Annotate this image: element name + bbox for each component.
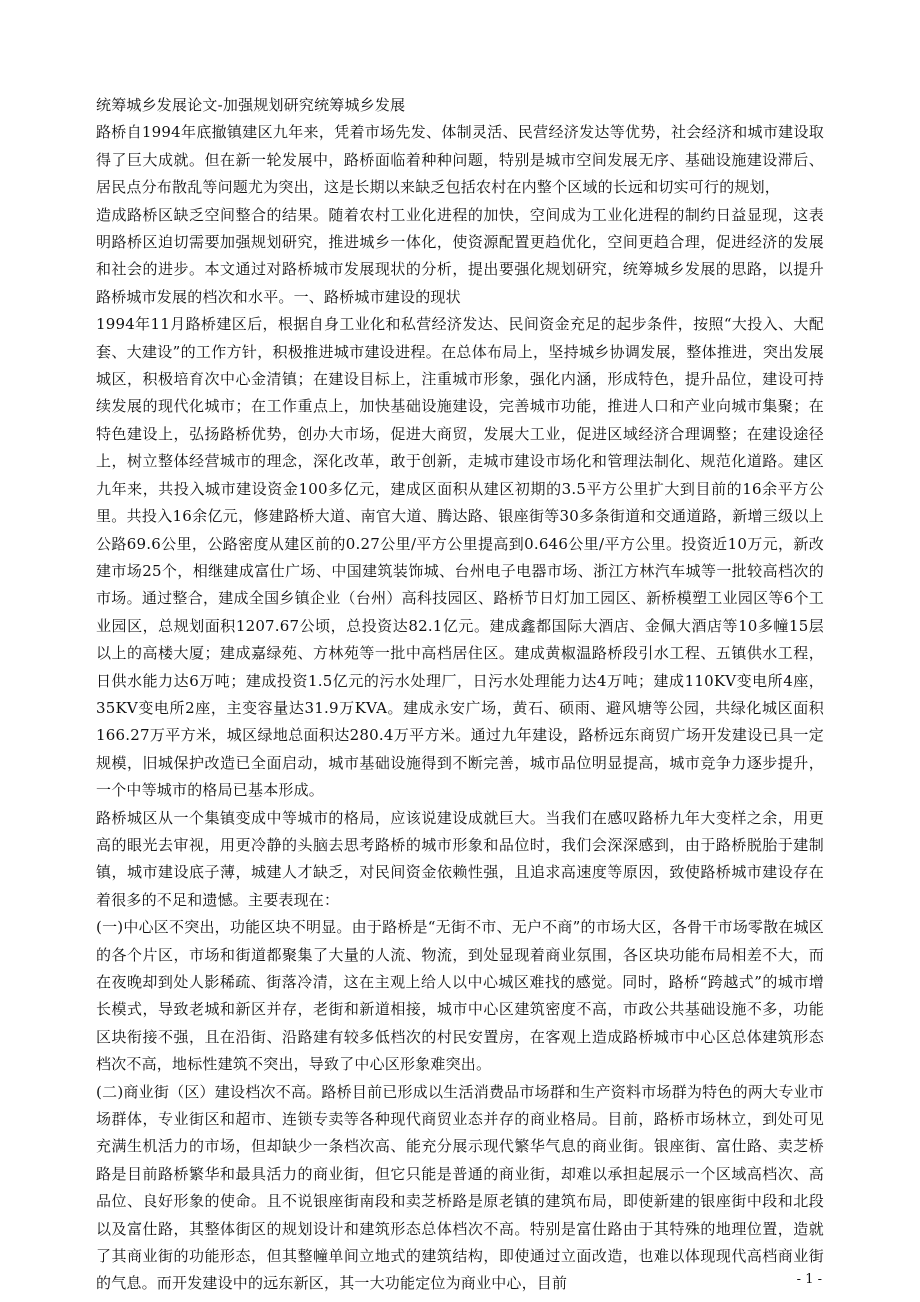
paragraph-construction-status: 1994年11月路桥建区后，根据自身工业化和私营经济发达、民间资金充足的起步条件，按照“大投入、大配套、大建设”的工作方针，积极推进城市建设进程。在总体布局上，坚持城乡协调发展，整体推进，突出发展城区，积极培育次中心金清镇；在建设目标上，注重城市形象，强化内涵，形成特色，提升品位，建设可持续发展的现代化城市；在工作重点上，加快基础设施建设，完善城市功能，推进人口和产业向城市集聚；在特色建设上，弘扬路桥优势，创办大市场，促进大商贸，发展大工业，促进区域经济合理调整；在建设途径上，树立整体经营城市的理念，深化改革，敢于创新，走城市建设市场化和管理法制化、规范化道路。建区九年来，共投入城市建设资金100多亿元，建成区面积从建区初期的3.5平方公里扩大到目前的16余平方公里。共投入16余亿元，修建路桥大道、南官大道、腾达路、银座街等30多条街道和交通道路，新增三级以上公路69.6公里，公路密度从建区前的0.27公里/平方公里提高到0.646公里/平方公里。投资近10万元，新改建市场25个，相继建成富仕广场、中国建筑装饰城、台州电子电器市场、浙江方林汽车城等一批较高档次的市场。通过整合，建成全国乡镇企业（台州）高科技园区、路桥节日灯加工园区、新桥模塑工业园区等6个工业园区，总规划面积1207.67公顷，总投资达82.1亿元。建成鑫都国际大酒店、金佩大酒店等10多幢15层以上的高楼大厦；建成嘉绿苑、方林苑等一批中高档居住区。建成黄椒温路桥段引水工程、五镇供水工程，日供水能力达6万吨；建成投资1.5亿元的污水处理厂，日污水处理能力达4万吨；建成110KV变电所4座，35KV变电所2座，主变容量达31.9万KVA。建成永安广场，黄石、硕雨、避风塘等公园，共绿化城区面积166.27万平方米，城区绿地总面积达280.4万平方米。通过九年建设，路桥远东商贸广场开发建设已具一定规模，旧城保护改造已全面启动，城市基础设施得到不断完善，城市品位明显提高，城市竞争力逐步提升，一个中等城市的格局已基本形成。	[96, 315, 824, 800]
paragraph-background: 造成路桥区缺乏空间整合的结果。随着农村工业化进程的加快，空间成为工业化进程的制约日益显现，这表明路桥区迫切需要加强规划研究，推进城乡一体化，使资源配置更趋优化，空间更趋合理，促进经济的发展和社会的进步。本文通过对路桥城市发展现状的分析，提出要强化规划研究，统筹城乡发展的思路，以提升路桥城市发展的档次和水平。一、路桥城市建设的现状	[96, 205, 824, 306]
paragraph-section-one: (一)中心区不突出，功能区块不明显。由于路桥是“无街不市、无户不商”的市场大区，各骨干市场零散在城区的各个片区，市场和街道都聚集了大量的人流、物流，到处显现着商业氛围，各区块功能布局相差不大，而在夜晚却到处人影稀疏、街落冷清，这在主观上给人以中心城区难找的感觉。同时，路桥“跨越式”的城市增长模式，导致老城和新区并存，老街和新道相接，城市中心区建筑密度不高，市政公共基础设施不多，功能区块衔接不强，且在沿街、沿路建有较多低档次的村民安置房，在客观上造成路桥城市中心区总体建筑形态档次不高，地标性建筑不突出，导致了中心区形象难突出。	[96, 918, 824, 1074]
paragraph-shortcomings: 路桥城区从一个集镇变成中等城市的格局，应该说建设成就巨大。当我们在感叹路桥九年大变样之余，用更高的眼光去审视，用更冷静的头脑去思考路桥的城市形象和品位时，我们会深深感到，由于路桥脱胎于建制镇，城市建设底子薄，城建人才缺乏，对民间资金依赖性强，且追求高速度等原因，致使路桥城市建设存在着很多的不足和遗憾。主要表现在：	[96, 808, 824, 909]
page-number: - 1 -	[796, 1272, 822, 1287]
paragraph-intro: 路桥自1994年底撤镇建区九年来，凭着市场先发、体制灵活、民营经济发达等优势，社会经济和城市建设取得了巨大成就。但在新一轮发展中，路桥面临着种种问题，特别是城市空间发展无序、基础设施建设滞后、居民点分布散乱等问题尤为突出，这是长期以来缺乏包括农村在内整个区域的长远和切实可行的规划，	[96, 123, 824, 197]
document-body	[96, 92, 824, 1298]
document-title: 统筹城乡发展论文-加强规划研究统筹城乡发展	[96, 96, 406, 114]
paragraph-section-two: (二)商业街（区）建设档次不高。路桥目前已形成以生活消费品市场群和生产资料市场群为特色的两大专业市场群体，专业街区和超市、连锁专卖等各种现代商贸业态并存的商业格局。目前，路桥市场林立，到处可见充满生机活力的市场，但却缺少一条档次高、能充分展示现代繁华气息的商业街。银座街、富仕路、卖芝桥路是目前路桥繁华和最具活力的商业街，但它只能是普通的商业街，却难以承担起展示一个区域高档次、高品位、良好形象的使命。且不说银座街南段和卖芝桥路是原老镇的建筑布局，即使新建的银座街中段和北段以及富仕路，其整体街区的规划设计和建筑形态总体档次不高。特别是富仕路由于其特殊的地理位置，造就了其商业街的功能形态，但其整幢单间立地式的建筑结构，即使通过立面改造，也难以体现现代高档商业街的气息。而开发建设中的远东新区，其一大功能定位为商业中心，目前	[96, 1082, 824, 1293]
